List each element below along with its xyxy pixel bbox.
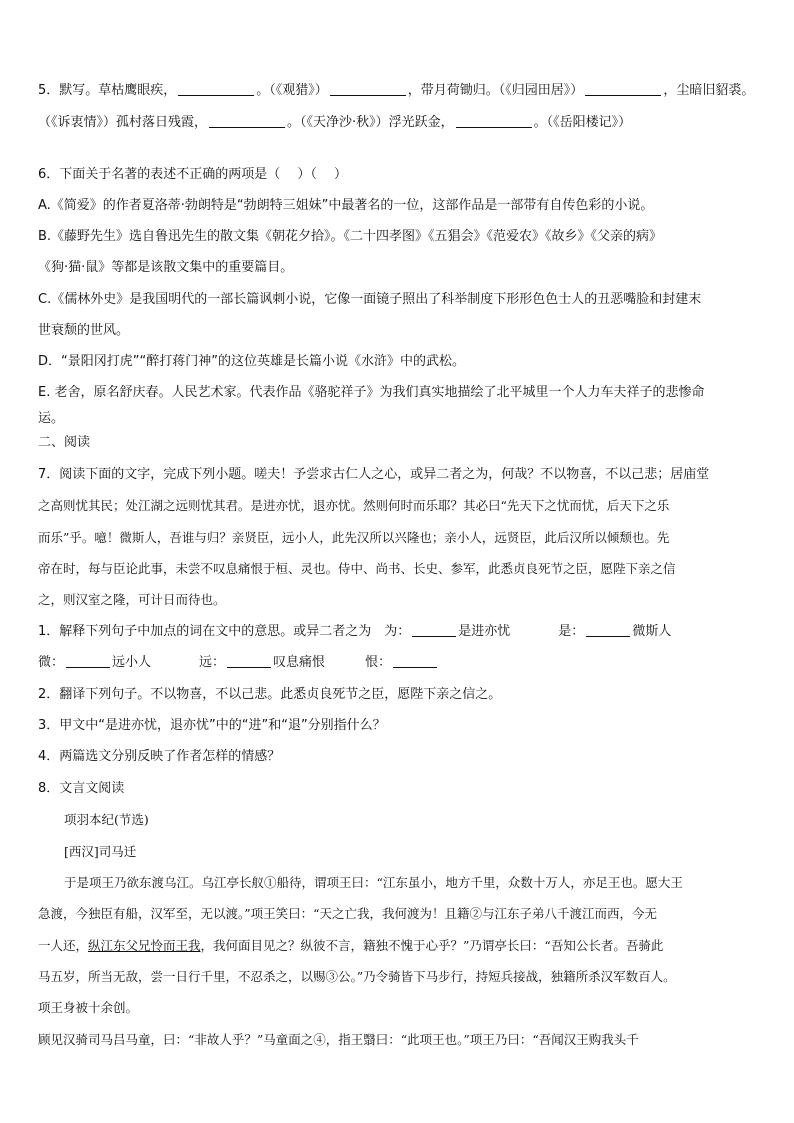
q8-passage-line: 急渡，今独臣有船，汉军至，无以渡。”项王笑曰：“天之亡我，我何渡为！且籍②与江东子弟八千渡江而西，今无 (38, 906, 658, 921)
q7-sub-text: 1．解释下列句子中加点的词在文中的意思。或异二者之为 为： (38, 624, 411, 639)
q8-passage-line: 项王身被十余创。 (38, 1000, 139, 1015)
answer-blank[interactable] (393, 655, 437, 668)
q8-passage-line: 顾见汉骑司马吕马童，曰：“非故人乎？”马童面之④，指王翳曰：“此项王也。”项王乃曰：“吾闻汉王购我头千 (38, 1032, 639, 1047)
answer-blank[interactable] (178, 83, 254, 96)
q7-sub-text: 远： (199, 655, 226, 670)
answer-blank[interactable] (456, 115, 532, 128)
q5-text: 。（《观猎》） (256, 83, 328, 98)
q8-passage-line: 于是项王乃欲东渡乌江。乌江亭长舣①船待，谓项王曰：“江东虽小，地方千里，众数十万人，亦足王也。愿大王 (64, 875, 683, 890)
q7-passage-line: 而乐”乎。噫！微斯人，吾谁与归？亲贤臣，远小人，此先汉所以兴隆也；亲小人，远贤臣，此后汉所以倾颓也。先 (38, 530, 670, 545)
q7-sub-text: 是进亦忧 (458, 624, 511, 639)
q7-sub-4: 4．两篇选文分别反映了作者怎样的情感？ (38, 749, 281, 764)
q6-option-b-line1: B.《藤野先生》选自鲁迅先生的散文集《朝花夕拾》。《二十四孝图》《五猖会》《范爱农》《故乡》《父亲的病》 (38, 229, 663, 244)
answer-blank[interactable] (585, 83, 661, 96)
q7-sub-2: 2．翻译下列句子。不以物喜，不以己悲。此悉贞良死节之臣，愿陛下亲之信之。 (38, 687, 502, 702)
answer-blank[interactable] (412, 624, 456, 637)
answer-blank[interactable] (209, 115, 285, 128)
q7-sub-text: 恨： (365, 655, 392, 670)
underlined-sentence: 纵江东父兄怜而王我 (88, 938, 201, 953)
q7-passage-line: 帝在时，每与臣论此事，未尝不叹息痛恨于桓、灵也。侍中、尚书、长史、参军，此悉贞良死节之臣，愿陛下亲之信 (38, 561, 676, 576)
q6-option-b-line2: 《狗·猫·鼠》等都是该散文集中的重要篇目。 (38, 260, 294, 275)
q7-sub-text: 叹息痛恨 (273, 655, 326, 670)
q5-text: ，带月荷锄归。（《归园田居》） (407, 83, 584, 98)
q8-text: ，我何面目见之？纵彼不言，籍独不愧于心乎？”乃谓亭长曰：“吾知公长者。吾骑此 (200, 938, 664, 953)
q8-stem: 8．文言文阅读 (38, 781, 125, 796)
q5-text: ，尘暗旧貂裘。 (663, 83, 755, 98)
q7-passage-line: 之，则汉室之隆，可计日而待也。 (38, 592, 226, 607)
q5-line-2 (38, 114, 768, 132)
q7-sub-text: 微： (38, 655, 65, 670)
q7-sub-1-line1 (38, 623, 768, 641)
q5-text: 。（《天净沙·秋》）浮光跃金， (287, 115, 454, 130)
q7-passage-line: 7．阅读下面的文字，完成下列小题。嗟夫！予尝求古仁人之心，或异二者之为，何哉？不以物喜，不以己悲；居庙堂 (38, 467, 710, 482)
q7-passage-line: 之高则忧其民；处江湖之远则忧其君。是进亦忧，退亦忧。然则何时而乐耶？其必曰“先天下之忧而忧，后天下之乐 (38, 498, 670, 513)
q7-sub-text: 是： (558, 624, 585, 639)
q6-option-a: A.《简爱》的作者夏洛蒂·勃朗特是“勃朗特三姐妹”中最著名的一位，这部作品是一部带有自传色彩的小说。 (38, 198, 654, 213)
q7-sub-text: 远小人 (112, 655, 152, 670)
answer-blank[interactable] (66, 655, 110, 668)
answer-blank[interactable] (586, 624, 630, 637)
q6-stem: 6．下面关于名著的表述不正确的两项是（ ）（ ） (38, 167, 348, 182)
answer-blank[interactable] (227, 655, 271, 668)
q6-option-c-line2: 世衰颓的世风。 (38, 323, 130, 338)
q5-line-1 (38, 82, 768, 100)
q7-sub-3: 3．甲文中“是进亦忧，退亦忧”中的“进”和“退”分别指什么？ (38, 718, 386, 733)
q6-option-e-line1: E. 老舍，原名舒庆春。人民艺术家。代表作品《骆驼祥子》为我们真实地描绘了北平城里一个人力车夫祥子的悲惨命 (38, 385, 705, 400)
q5-text: （《诉衷情》）孤村落日残霞， (38, 115, 208, 130)
q8-text: 一人还， (38, 938, 89, 953)
q7-sub-text: 微斯人 (632, 624, 672, 639)
q5-text: 。（《岳阳楼记》） (533, 115, 632, 130)
section-heading: 二、阅读 (38, 435, 91, 450)
answer-blank[interactable] (330, 83, 406, 96)
q8-passage-line: 马五岁，所当无敌，尝一日行千里，不忍杀之，以赐③公。”乃令骑皆下马步行，持短兵接战，独籍所杀汉军数百人。 (38, 969, 676, 984)
q5-text: 5．默写。草枯鹰眼疾， (38, 83, 177, 98)
q6-option-e-line2: 运。 (38, 411, 65, 426)
q8-passage-author: [西汉]司马迁 (64, 844, 137, 859)
q6-option-d: D．“景阳冈打虎”“醉打蒋门神”的这位英雄是长篇小说《水浒》中的武松。 (38, 354, 465, 369)
q8-passage-title: 项羽本纪(节选) (64, 812, 149, 827)
q7-sub-1-line2 (38, 654, 768, 672)
q8-passage-line (38, 937, 768, 955)
q6-option-c-line1: C.《儒林外史》是我国明代的一部长篇讽刺小说，它像一面镜子照出了科举制度下形形色色士人的丑恶嘴脸和封建末 (38, 292, 702, 307)
